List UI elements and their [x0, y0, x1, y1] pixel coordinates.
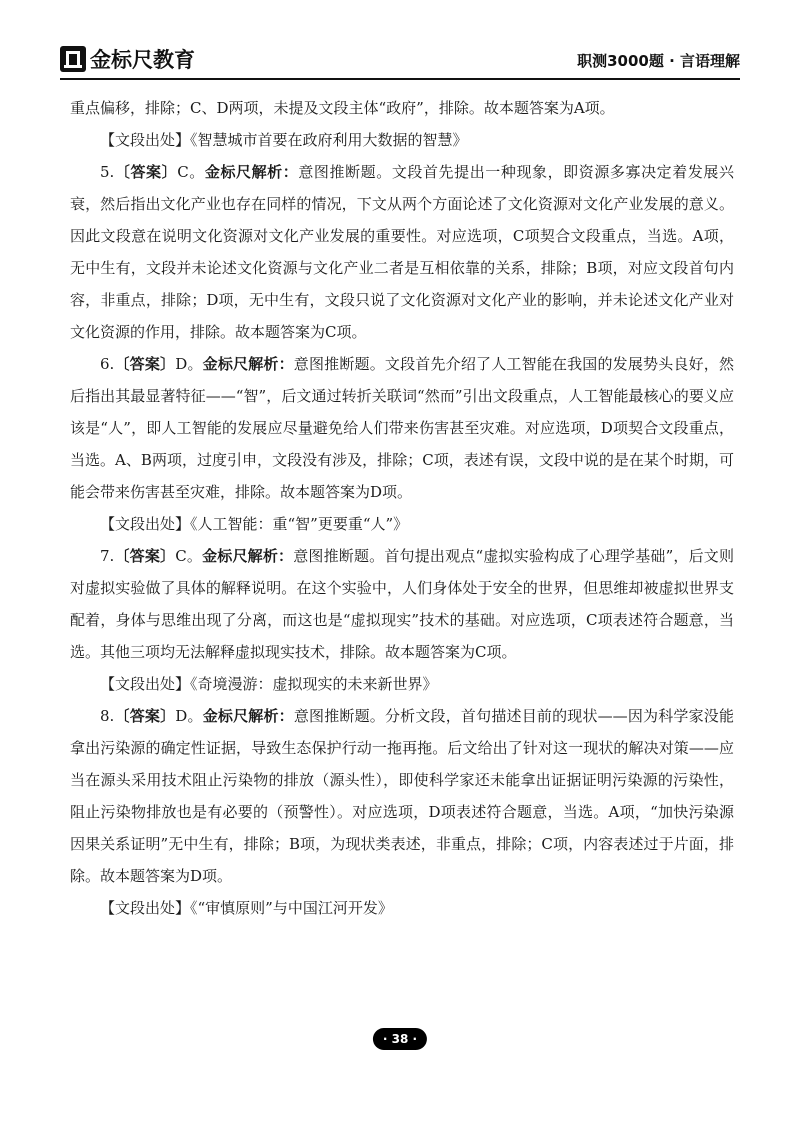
analysis-text: 意图推断题。首句提出观点“虚拟实验构成了心理学基础”，后文则对虚拟实验做了具体的解释说明。在这个实验中，人们身体处于安全的世界，但思维却被虚拟世界支配着，身体与思维出现了分离，而这也是“虚拟现实”技术的基础。对应选项，C项表述符合题意，当选。其他三项均无法解释虚拟现实技术，排除。故本题答案为C项。	[70, 547, 734, 661]
page-header	[60, 42, 740, 80]
answer-value: D。	[175, 707, 203, 725]
source-q7: 【文段出处】《奇境漫游：虚拟现实的未来新世界》	[100, 675, 438, 693]
source-q4: 【文段出处】《智慧城市首要在政府利用大数据的智慧》	[100, 131, 468, 149]
answer-label: 〔答案〕	[114, 547, 176, 565]
answer-label: 〔答案〕	[114, 707, 176, 725]
answer-value: D。	[175, 355, 203, 373]
question-number: 5.	[100, 163, 115, 181]
answer-value: C。	[177, 163, 205, 181]
analysis-label: 金标尺解析：	[202, 547, 294, 565]
answer-value: C。	[175, 547, 203, 565]
analysis-text: 意图推断题。文段首先介绍了人工智能在我国的发展势头良好，然后指出其最显著特征——“智”，后文通过转折关联词“然而”引出文段重点，人工智能最核心的要义应该是“人”，即人工智能的发展应尽量避免给人们带来伤害甚至灾难。对应选项，D项契合文段重点，当选。A、B两项，过度引申，文段没有涉及，排除；C项，表述有误，文段中说的是在某个时期，可能会带来伤害甚至灾难，排除。故本题答案为D项。	[70, 355, 734, 501]
analysis-label: 金标尺解析：	[204, 163, 299, 181]
analysis-text: 意图推断题。分析文段，首句描述目前的现状——因为科学家没能拿出污染源的确定性证据，导致生态保护行动一拖再拖。后文给出了针对这一现状的解决对策——应当在源头采用技术阻止污染物的排放（源头性），即使科学家还未能拿出证据证明污染源的污染性，阻止污染物排放也是有必要的（预警性）。对应选项，D项表述符合题意，当选。A项，“加快污染源因果关系证明”无中生有，排除；B项，为现状类表述，非重点，排除；C项，内容表述过于片面，排除。故本题答案为D项。	[70, 707, 734, 885]
page-number: · 38 ·	[373, 1028, 427, 1050]
question-number: 7.	[100, 547, 115, 565]
analysis-text: 意图推断题。文段首先提出一种现象，即资源多寡决定着发展兴衰，然后指出文化产业也存在同样的情况，下文从两个方面论述了文化资源对文化产业发展的意义。因此文段意在说明文化资源对文化产业发展的重要性。对应选项，C项契合文段重点，当选。A项，无中生有，文段并未论述文化资源与文化产业二者是互相依靠的关系，排除；B项，对应文段首句内容，非重点，排除；D项，无中生有，文段只说了文化资源对文化产业的影响，并未论述文化产业对文化资源的作用，排除。故本题答案为C项。	[70, 163, 734, 341]
analysis-label: 金标尺解析：	[202, 707, 294, 725]
logo-icon	[60, 46, 86, 72]
source-q6: 【文段出处】《人工智能：重“智”更要重“人”》	[100, 515, 409, 533]
book-section-title: 职测3000题 · 言语理解	[577, 52, 740, 70]
answer-q8	[70, 700, 734, 892]
answer-label: 〔答案〕	[114, 355, 176, 373]
paragraph-continuation: 重点偏移，排除；C、D两项，未提及文段主体“政府”，排除。故本题答案为A项。	[70, 99, 615, 117]
source-q8: 【文段出处】《“审慎原则”与中国江河开发》	[100, 899, 393, 917]
logo-text: 金标尺教育	[90, 48, 195, 72]
analysis-label: 金标尺解析：	[202, 355, 294, 373]
brand-logo	[60, 44, 195, 74]
question-number: 8.	[100, 707, 115, 725]
answer-q5	[70, 156, 734, 348]
answer-q7	[70, 540, 734, 668]
question-number: 6.	[100, 355, 115, 373]
answer-q6	[70, 348, 734, 508]
answer-label: 〔答案〕	[114, 163, 178, 181]
page-body	[70, 92, 734, 924]
